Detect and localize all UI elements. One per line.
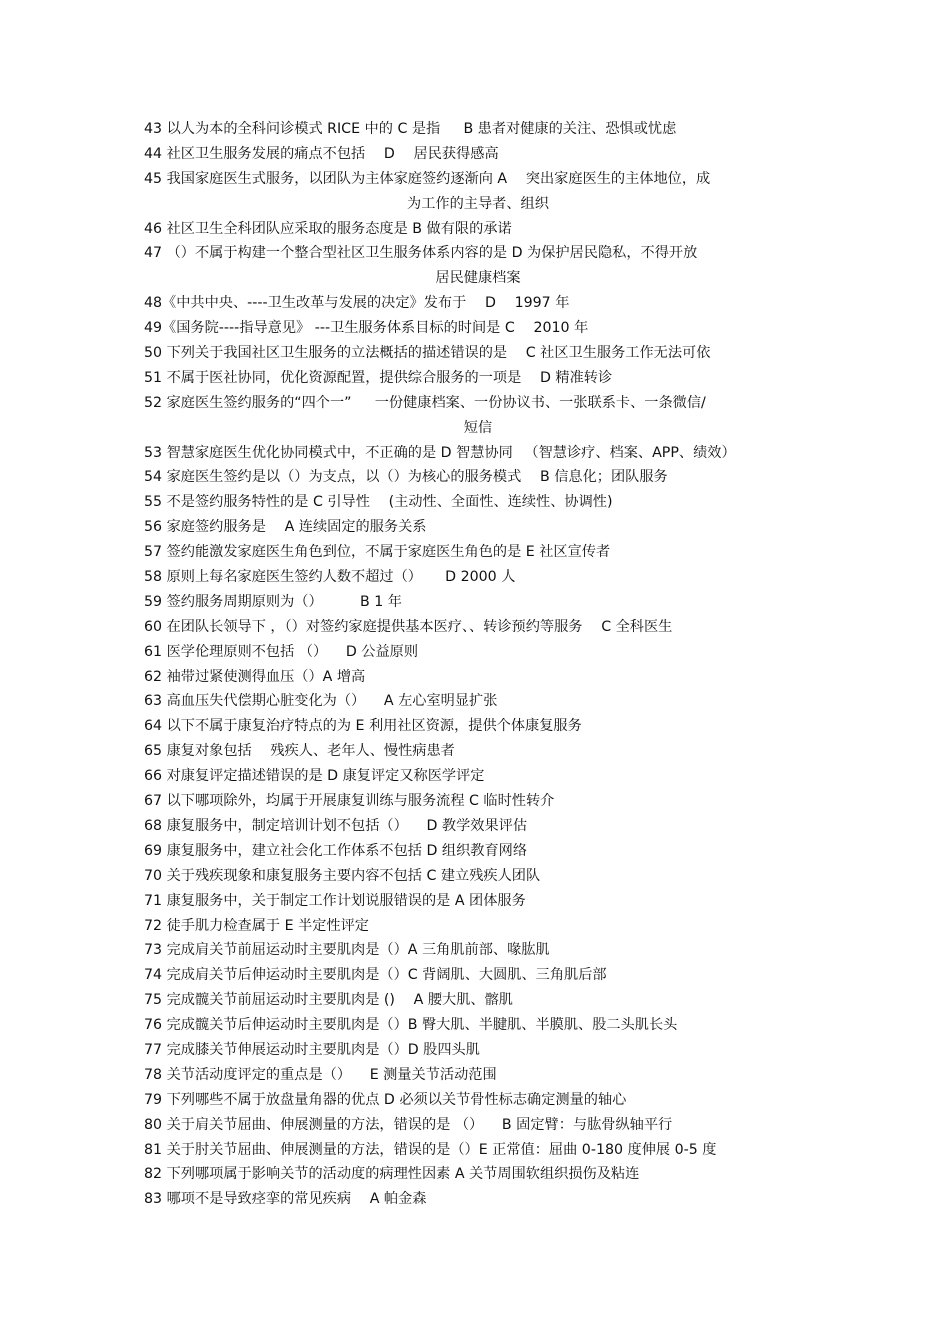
question-line: 60 在团队长领导下 ，（）对签约家庭提供基本医疗、、转诊预约等服务 C 全科医生 [144, 618, 673, 635]
question-line: 69 康复服务中，建立社会化工作体系不包括 D 组织教育网络 [144, 842, 528, 859]
question-line: 48《中共中央、----卫生改革与发展的决定》发布于 D 1997 年 [144, 295, 570, 312]
question-line: 75 完成髋关节前屈运动时主要肌肉是 () A 腰大肌、髂肌 [144, 992, 513, 1009]
question-line: 65 康复对象包括 残疾人、老年人、慢性病患者 [144, 743, 455, 760]
text-line-continuation: 居民健康档案 [435, 270, 521, 287]
text-line-continuation: 短信 [463, 419, 493, 436]
question-line: 77 完成膝关节伸展运动时主要肌肉是（）D 股四头肌 [144, 1041, 480, 1058]
question-line: 80 关于肩关节屈曲、伸展测量的方法，错误的是 （） B 固定臂：与肱骨纵轴平行 [144, 1116, 673, 1133]
question-line: 66 对康复评定描述错误的是 D 康复评定又称医学评定 [144, 768, 485, 785]
question-line: 45 我国家庭医生式服务，以团队为主体家庭签约逐渐向 A 突出家庭医生的主体地位，成 [144, 170, 711, 187]
question-line: 55 不是签约服务特性的是 C 引导性 (主动性、全面性、连续性、协调性) [144, 494, 613, 511]
question-line: 57 签约能激发家庭医生角色到位，不属于家庭医生角色的是 E 社区宣传者 [144, 544, 611, 561]
question-line: 54 家庭医生签约是以（）为支点，以（）为核心的服务模式 B 信息化；团队服务 [144, 469, 668, 486]
question-line: 67 以下哪项除外，均属于开展康复训练与服务流程 C 临时性转介 [144, 793, 555, 810]
question-line: 79 下列哪些不属于放盘量角器的优点 D 必须以关节骨性标志确定测量的轴心 [144, 1091, 627, 1108]
question-line: 58 原则上每名家庭医生签约人数不超过（） D 2000 人 [144, 569, 516, 586]
question-line: 83 哪项不是导致痉挛的常见疾病 A 帕金森 [144, 1191, 427, 1208]
question-line: 72 徒手肌力检查属于 E 半定性评定 [144, 917, 369, 934]
question-line: 46 社区卫生全科团队应采取的服务态度是 B 做有限的承诺 [144, 220, 512, 237]
question-line: 64 以下不属于康复治疗特点的为 E 利用社区资源，提供个体康复服务 [144, 718, 582, 735]
question-line: 81 关于肘关节屈曲、伸展测量的方法，错误的是（）E 正常值：屈曲 0-180 度伸展 0-5 度 [144, 1141, 717, 1158]
question-line: 44 社区卫生服务发展的痛点不包括 D 居民获得感高 [144, 145, 499, 162]
question-line: 68 康复服务中，制定培训计划不包括（） D 教学效果评估 [144, 817, 528, 834]
question-line: 59 签约服务周期原则为（） B 1 年 [144, 593, 402, 610]
question-line: 82 下列哪项属于影响关节的活动度的病理性因素 A 关节周围软组织损伤及粘连 [144, 1166, 640, 1183]
text-line-continuation: 为工作的主导者、组织 [407, 195, 549, 212]
question-line: 47 （）不属于构建一个整合型社区卫生服务体系内容的是 D 为保护居民隐私，不得开放 [144, 245, 698, 262]
question-line: 49《国务院----指导意见》 ---卫生服务体系目标的时间是 C 2010 年 [144, 320, 589, 337]
question-line: 56 家庭签约服务是 A 连续固定的服务关系 [144, 519, 427, 536]
question-line: 71 康复服务中，关于制定工作计划说服错误的是 A 团体服务 [144, 892, 526, 909]
question-line: 50 下列关于我国社区卫生服务的立法概括的描述错误的是 C 社区卫生服务工作无法可依 [144, 345, 711, 362]
question-line: 74 完成肩关节后伸运动时主要肌肉是（）C 背阔肌、大圆肌、三角肌后部 [144, 967, 607, 984]
question-line: 61 医学伦理原则不包括 （） D 公益原则 [144, 643, 419, 660]
question-line: 52 家庭医生签约服务的“四个一” 一份健康档案、一份协议书、一张联系卡、一条微信/ [144, 394, 706, 411]
question-line: 62 袖带过紧使测得血压（）A 增高 [144, 668, 366, 685]
question-line: 78 关节活动度评定的重点是（） E 测量关节活动范围 [144, 1066, 497, 1083]
document-body [144, 117, 812, 1212]
question-line: 63 高血压失代偿期心脏变化为（） A 左心室明显扩张 [144, 693, 498, 710]
question-line: 51 不属于医社协同，优化资源配置，提供综合服务的一项是 D 精准转诊 [144, 369, 613, 386]
question-line: 73 完成肩关节前屈运动时主要肌肉是（）A 三角肌前部、喙肱肌 [144, 942, 550, 959]
question-line: 43 以人为本的全科问诊模式 RICE 中的 C 是指 B 患者对健康的关注、恐惧或忧虑 [144, 121, 677, 137]
question-line: 53 智慧家庭医生优化协同模式中，不正确的是 D 智慧协同 （智慧诊疗、档案、APP、绩效） [144, 444, 736, 461]
question-line: 70 关于残疾现象和康复服务主要内容不包括 C 建立残疾人团队 [144, 867, 541, 884]
question-line: 76 完成髋关节后伸运动时主要肌肉是（）B 臀大肌、半腱肌、半膜肌、股二头肌长头 [144, 1017, 678, 1034]
question-list [144, 117, 812, 1212]
